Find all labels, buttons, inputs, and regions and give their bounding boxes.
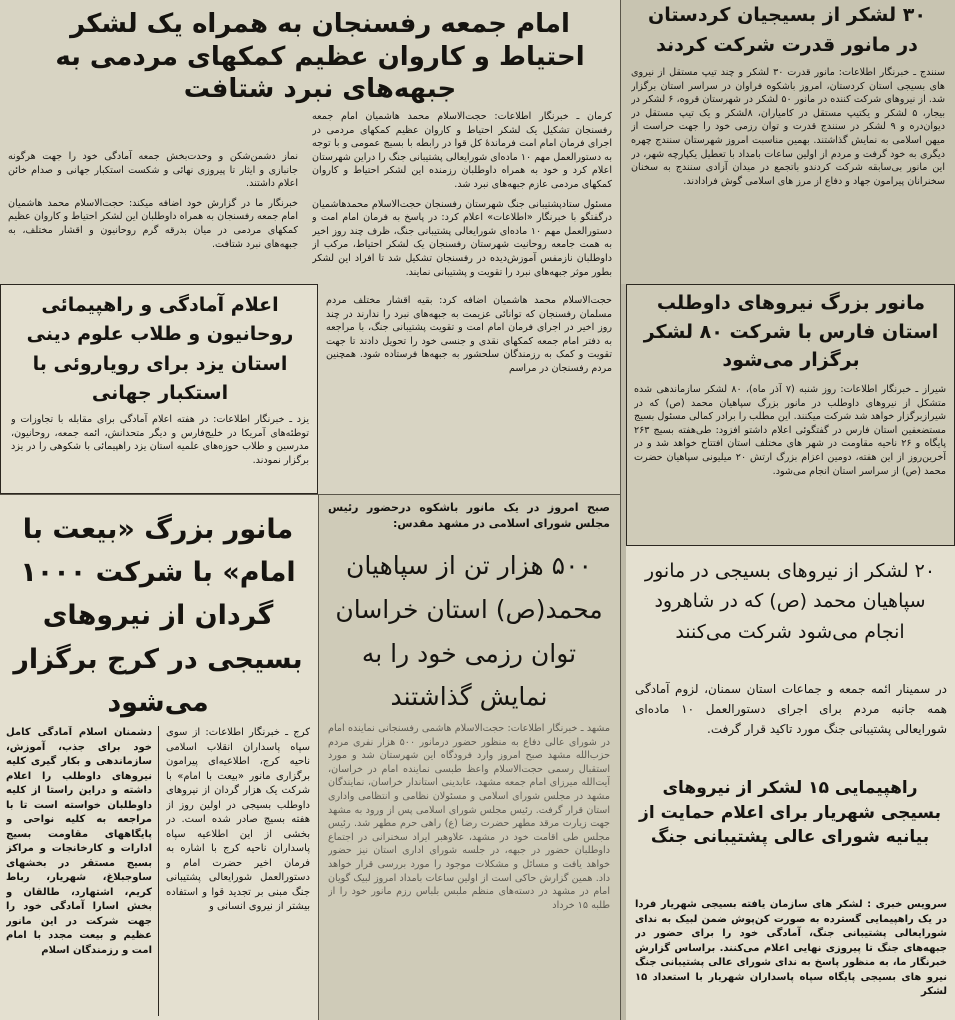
- article-text: مسئول ستادپشتیبانی جنگ شهرستان رفسنجان حجت‌الاسلام محمدهاشمیان درگفتگو با خبرنگار «اطلاعات» اعلام کرد: در پاسخ به فرمان امام امت و دستورالعمل مهم ۱۰ ماده‌ای شورایعالی پشتیبانی جنگ، ظرف چند روز اخیر به همت جامعه روحانیت شهرستان رفسنجان یک لشکر احتیاط، مرکب از داوطلبان نازمفس آموزش‌دیده در رفسنجان تشکیل شد تا افراد این لشکر بطور موثر جبهه‌های نبرد را تقویت و پشتیبانی نمایند.: [312, 198, 612, 278]
- clipping-kurdistan: [620, 0, 955, 284]
- headline-shahriar: راهپیمایی ۱۵ لشکر از نیروهای بسیجی شهریار برای اعلام حمایت از بیانیه شورای عالی پشتیبانی جنگ: [639, 778, 941, 848]
- clipping-rafsanjan-continued: [318, 284, 620, 494]
- column-shahroud: [635, 680, 947, 768]
- article-text: دشمنان اسلام آمادگی کامل خود برای جذب، آموزش، سازماندهی و بکار گیری کلیه نیروهای داوطلب را اعلام داشته و دراین راستا از کلیه داوطلبان خواسته است تا با مراجعه به کلیه نواحی و پایگاههای مقاومت بسیج ادارات و کارخانجات و مراکز بسیج مستقر در بخشهای ساوجبلاغ، شهریار، رباط کریم، اشتهارد، طالقان و بخش اسارا آمادگی خود را جهت شرکت در این مانور عظیم و بیعت مجدد با امام امت و رزمندگان اسلام: [6, 727, 152, 956]
- headline-mashhad: ۵۰۰ هزار تن از سپاهیان محمد(ص) استان خراسان توان رزمی خود را به نمایش گذاشتند: [335, 551, 603, 712]
- clipping-border: [620, 0, 621, 1020]
- headline-karaj: مانور بزرگ «بیعت با امام» با شرکت ۱۰۰۰ گردان از نیروهای بسیجی در کرج برگزار می‌شود: [13, 514, 303, 718]
- column-yazd: [11, 413, 309, 489]
- column-karaj-right: [166, 726, 310, 1016]
- column-mashhad: [328, 722, 610, 1016]
- article-text: نماز دشمن‌شکن و وحدت‌بخش جمعه آمادگی خود را جهت هرگونه جانبازی و ایثار تا پیروزی نهائی و شکست استکبار جهانی و صدام خائن اعلام داشتند.: [8, 151, 298, 190]
- headline-kurdistan-2: در مانور قدرت شرکت کردند: [656, 34, 918, 56]
- headline-rafsanjan: امام جمعه رفسنجان به همراه یک لشکر احتیاط و کاروان عظیم کمکهای مردمی به جبهه‌های نبرد شتافت: [55, 9, 585, 104]
- column-rafsanjan-right: [312, 110, 612, 280]
- article-text: حجت‌الاسلام محمد هاشمیان اضافه کرد: بقیه اقشار مختلف مردم مسلمان رفسنجان که توانائی عزیمت به جبهه‌های نبرد را ندارند در چند روز اخیر در اجرای فرمان امام امت و تقویت پشتیبانی جنگ، با مراجعه به دفتر امام جمعه کمکهای نقدی و جنسی خود را تحویل دادند تا جهت تقویت و کمک به رزمندگان سلحشور به جبهه‌ها فرستاده شود. همچنین مردم رفسنجان در مراسم: [326, 295, 612, 375]
- article-text: سنندج ـ خبرنگار اطلاعات: مانور قدرت ۳۰ لشکر و چند تیپ مستقل از نیروی های بسیجی استان کردستان، امروز باشکوه فراوان در سراسر استان برگزار شد. از نیروهای شرکت کننده در مانور ۵۰ لشکر در شهرستان قروه، ۶ لشکر در بیجار، ۵ لشکر و یکتیپ مستقل در کامیاران، ۸لشکر و یک تیپ مستقل در دیوان‌دره و ۹ لشکر در سنندج قدرت و توان رزمی خود را جهت حراست از میهن اسلامی به نمایش گذاشتند. بهمین مناسبت امروز شهرستان سنندج چهره دیگری به خود گرفت و مردم از اولین ساعات بامداد با تعطیل یکپارچه شهر، در این مانور بی‌سابقه شرکت کردندو باتجمع در میدان آزادی سنندج به سخنان سخنرانان پیرامون جهاد و دفاع از مرز های اسلامی گوش فرادادند.: [631, 67, 945, 187]
- headline-shahroud: ۲۰ لشکر از نیروهای بسیجی در مانور سپاهیان محمد (ص) که در شاهرود انجام می‌شود شرکت می‌کنند: [644, 560, 936, 643]
- clipping-border: [318, 494, 319, 1020]
- clipping-shahriar: [626, 772, 955, 1020]
- column-fars: [634, 383, 946, 541]
- intro-mashhad: صبح امروز در یک مانور باشکوه درحضور رئیس مجلس شورای اسلامی در مشهد مقدس:: [328, 501, 610, 530]
- article-text: کرمان ـ خبرنگار اطلاعات: حجت‌الاسلام محمد هاشمیان امام جمعه رفسنجان تشکیل یک لشکر احتیاط و کاروان عظیم کمکهای مردمی در اجرای فرمان امام امت فرماندهٔ کل قوا در رابطه با بسیج عمومی و با توجه به دستورالعمل مهم ۱۰ ماده‌ای شورایعالی پشتیبانی جنگ را دراین شهرستان اعلام کرد و خود به همراه داوطلبان رزمنده این لشکر احتیاط و کاروان کمکهای مردمی عازم جبهه‌های نبرد شد.: [312, 111, 612, 191]
- column-karaj-left: [6, 726, 152, 1016]
- column-rafsanjan-continued: [326, 294, 612, 490]
- clipping-shahroud: [626, 546, 955, 772]
- article-text: سرویس خبری : لشکر های سازمان یافته بسیجی شهریار فردا در یک راهپیمایی گسترده به صورت کن‌پوش ضمن لبیک به ندای شورایعالی پشتیبانی جنگ، آمادگی خود را برای حضور در جبهه‌های جنگ تا پیروزی نهایی اعلام می‌کنند. براساس گزارش خبرنگار ما، به منظور پاسخ به ندای شورای عالی پشتیبانی جنگ نیرو های بسیجی پایگاه سپاه پاسداران شهریار با استعداد ۱۵ لشکر: [635, 899, 947, 997]
- headline-fars: مانور بزرگ نیروهای داوطلب استان فارس با شرکت ۸۰ لشکر برگزار می‌شود: [643, 292, 939, 371]
- article-text: کرج ـ خبرنگار اطلاعات: از سوی سپاه پاسداران انقلاب اسلامی ناحیه کرج، اطلاعیه‌ای پیرامون برگزاری مانور «بیعت با امام» با شرکت یک هزار گردان از نیروهای داوطلب بسیجی در اولین روز از هفته بسیج صادر شده است. در بخشی از این اطلاعیه سپاه پاسداران ناحیه کرج با اشاره به فرمان اخیر حضرت امام و دستورالعمل شورایعالی پشتیبانی جنگ مبنی بر تجدید قوا و استفاده بیشتر از نیروی انسانی و: [166, 727, 310, 912]
- headline-yazd: اعلام آمادگی و راهپیمائی روحانیون و طلاب علوم دینی استان یزد برای رویاروئی با استکبار جهانی: [26, 294, 294, 405]
- article-text: در سمینار ائمه جمعه و جماعات استان سمنان، لزوم آمادگی همه جانبه مردم برای اجرای دستورالعمل ۱۰ ماده‌ای شورایعالی پشتیبانی جنگ مورد تاکید قرار گرفت.: [635, 682, 947, 736]
- clipping-mashhad: [318, 494, 620, 1020]
- article-text: یزد ـ خبرنگار اطلاعات: در هفته اعلام آمادگی برای مقابله با تجاوزات و توطئه‌های آمریکا در خلیج‌فارس و دیگر متحدانش، ائمه جمعه، روحانیون، مدرسین و طلاب حوزه‌های علمیه استان یزد راهپیمائی با شکوهی را در یزد برگزار نمودند.: [11, 414, 309, 466]
- column-rafsanjan-left: [8, 150, 298, 278]
- column-kurdistan: [631, 66, 945, 278]
- article-text: شیراز ـ خبرنگار اطلاعات: روز شنبه (۷ آذر ماه)، ۸۰ لشکر سازماندهی شده متشکل از نیروهای داوطلب در مانور بزرگ سپاهیان محمد (ص) که در شیرازبرگزار خواهد شد شرکت میکنند. این مطلب را برادر کمالی مسئول بسیج مستضعفین استان فارس در گفتگوئی اعلام داشتو افزود: طی‌هفته بسیج ۲۶۳ پایگاه و ۲۶ ناحیه مقاومت در شهر های مختلف استان افتتاح خواهد شد و در آخرین‌روز از این هفته، دومین اعزام بزرگ ارتش ۲۰ میلیونی سپاهیان حضرت محمد (ص) از سراسر استان انجام می‌شود.: [634, 384, 946, 477]
- clipping-yazd: [0, 284, 318, 494]
- clipping-fars: [626, 284, 955, 546]
- clipping-border: [0, 494, 620, 495]
- column-shahriar: [635, 898, 947, 1018]
- article-text: مشهد ـ خبرنگار اطلاعات: حجت‌الاسلام هاشمی رفسنجانی نماینده امام در شورای عالی دفاع به منظور حضور درمانور ۵۰۰ هزار نفری مردم حزب‌الله مشهد صبح امروز وارد فرودگاه این شهرستان شد و مورد استقبال رسمی حجت‌الاسلام واعظ طبسی نماینده امام در خراسان، آیت‌الله میرزای امام جمعه مشهد، عابدینی استاندار خراسان، نمایندگان مشهد در مجلس شورای اسلامی و مسئولان نظامی و انتظامی واداری استان قرار گرفت. رئیس مجلس شورای اسلامی پس از ورود به مشهد جهت زیارت مرقد مطهر حضرت رضا (ع) راهی حرم مطهر شد. رئیس مجلس طی اقامت خود در مشهد، علاوهبر ایراد سخنرانی در اجتماع داوطلبان حضور در جبهه، در جلسه شورای اداری استان نیز حضور خواهد یافت و مسائل و مشکلات موجود را مورد بررسی قرار خواهد داد. همین گزارش حاکی است از اولین ساعات بامداد امروز لبیک گویان امام در مشهد در دسته‌های منظم ملبس بلباس رزم مانور خود را از طلبه ۱۵ خرداد: [328, 723, 610, 911]
- article-text: خبرنگار ما در گزارش خود اضافه میکند: حجت‌الاسلام محمد هاشمیان امام جمعه رفسنجان به همراه داوطلبان این لشکر احتیاط و کاروان عظیم کمکهای مردمی در میان بدرقه گرم روحانیون و اقشار مختلف، به جبهه‌های نبرد شتافت.: [8, 197, 298, 250]
- headline-kurdistan-1: ۳۰ لشکر از بسیجیان کردستان: [648, 4, 926, 26]
- column-divider: [158, 726, 159, 1016]
- clipping-karaj: [0, 494, 318, 1020]
- clipping-rafsanjan: [0, 0, 620, 284]
